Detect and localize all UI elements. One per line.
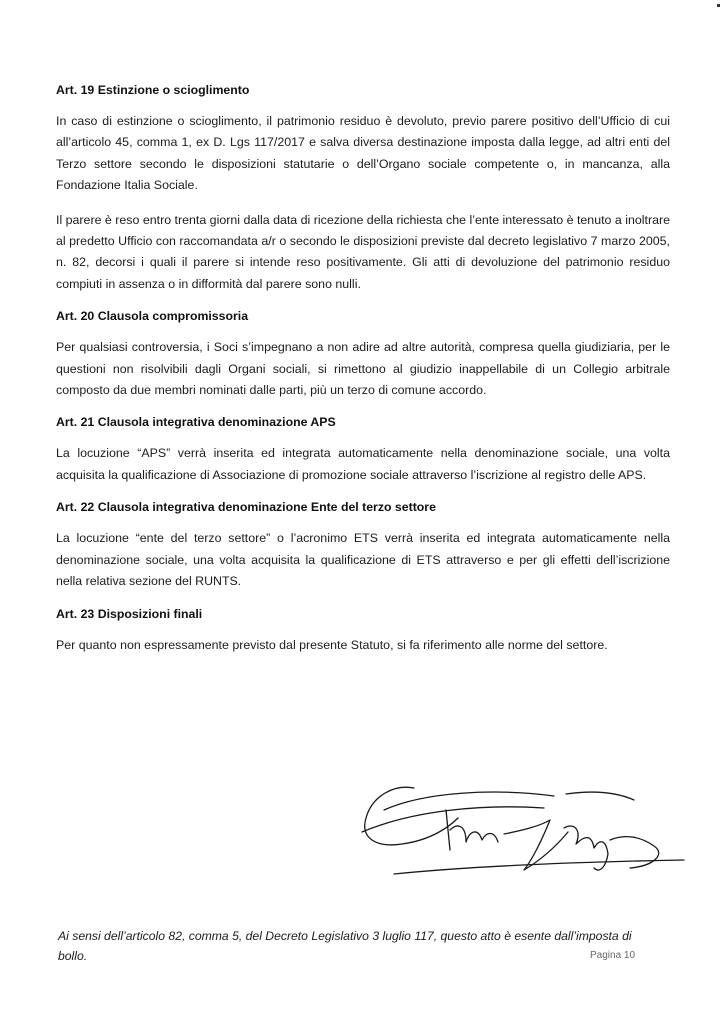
- article-paragraph: Per qualsiasi controversia, i Soci s’impegnano a non adire ad altre autorità, compresa quella giudiziaria, per le questioni non risolvibili dagli Organi sociali, si rimettono al giudizio inappellabile di un Collegio arbitrale composto da due membri nominati dalle parti, più un terzo di comune accordo.: [56, 340, 670, 398]
- article-paragraph: La locuzione “ente del terzo settore” o l’acronimo ETS verrà inserita ed integrata automaticamente nella denominazione sociale, una volta acquisita la qualificazione di ETS attraverso e per gli effetti dell’iscrizione nella relativa sezione del RUNTS.: [56, 531, 670, 589]
- article-heading: Art. 19 Estinzione o scioglimento: [56, 83, 250, 97]
- page-number: Pagina 10: [590, 950, 636, 961]
- article-heading: Art. 22 Clausola integrativa denominazione Ente del terzo settore: [56, 500, 436, 515]
- article-21: [56, 414, 670, 486]
- handwritten-signature: [354, 770, 694, 900]
- footer-stamp-duty-note: Ai sensi dell’articolo 82, comma 5, del Decreto Legislativo 3 luglio 117, questo atto è esente dall’imposta di bollo.: [58, 929, 632, 963]
- article-19: [56, 82, 670, 295]
- article-heading: Art. 21 Clausola integrativa denominazione APS: [56, 415, 336, 430]
- article-20: [56, 308, 670, 401]
- article-paragraph: In caso di estinzione o scioglimento, il patrimonio residuo è devoluto, previo parere positivo dell’Ufficio di cui all’articolo 45, comma 1, ex D. Lgs 117/2017 e salva diversa destinazione imposta dalla legge, ad altri enti del Terzo settore secondo le disposizioni statutarie o dell’Organo sociale competente o, in mancanza, alla Fondazione Italia Sociale.: [56, 114, 670, 193]
- article-heading: Art. 23 Disposizioni finali: [56, 606, 203, 621]
- article-paragraph: La locuzione “APS” verrà inserita ed integrata automaticamente nella denominazione sociale, una volta acquisita la qualificazione di Associazione di promozione sociale attraverso l’iscrizione al registro delle APS.: [56, 446, 670, 482]
- document-body: [56, 82, 670, 669]
- article-heading: Art. 20 Clausola compromissoria: [56, 309, 249, 324]
- article-paragraph: Il parere è reso entro trenta giorni dalla data di ricezione della richiesta che l’ente interessato è tenuto a inoltrare al predetto Ufficio con raccomandata a/r o secondo le disposizioni previste dal decreto legislativo 7 marzo 2005, n. 82, decorsi i quali il parere si intende reso positivamente. Gli atti di devoluzione del patrimonio residuo compiuti in assenza o in difformità dal parere sono nulli.: [56, 212, 670, 291]
- article-23: [56, 606, 670, 656]
- scan-mark: [717, 4, 720, 7]
- article-22: [56, 499, 670, 592]
- article-paragraph: Per quanto non espressamente previsto dal presente Statuto, si fa riferimento alle norme del settore.: [56, 637, 608, 652]
